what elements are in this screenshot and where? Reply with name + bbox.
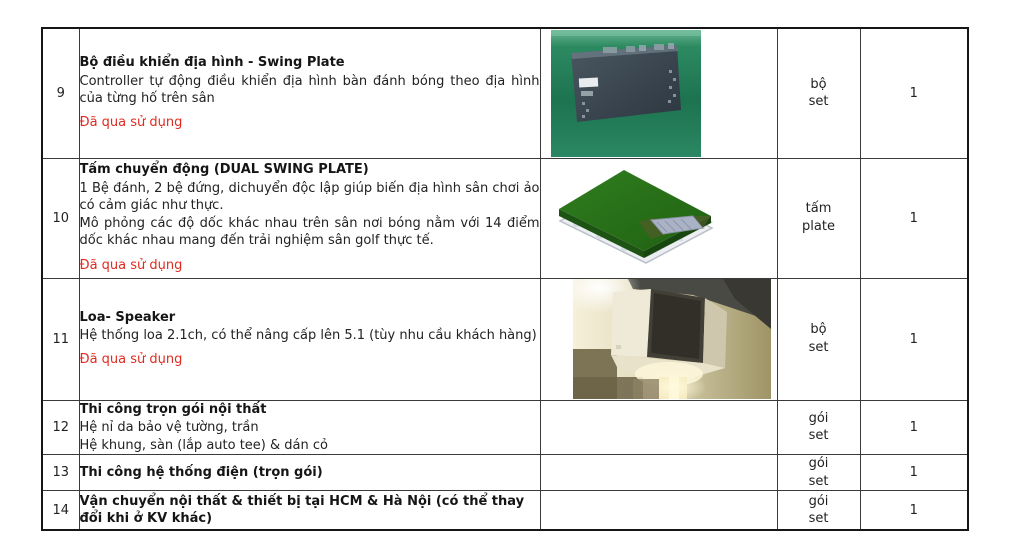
description-cell (79, 491, 540, 530)
item-description: Mô phỏng các độ dốc khác nhau trên sân nơi bóng nằm với 14 điểm dốc khác nhau mang đến trải nghiệm sân golf thực tế. (79, 216, 540, 249)
image-cell (540, 28, 777, 158)
unit-vi: gói (808, 410, 829, 426)
used-condition-note: Đã qua sử dụng (79, 352, 183, 368)
table-row (42, 278, 968, 400)
description-cell (79, 400, 540, 455)
item-description: 1 Bệ đánh, 2 bệ đứng, dichuyển độc lập giúp biến địa hình sân chơi ảo có cảm giác như thực. (79, 180, 540, 213)
description-cell (79, 158, 540, 278)
table-row (42, 28, 968, 158)
row-number: 10 (42, 158, 79, 278)
item-title: Tấm chuyển động (DUAL SWING PLATE) (79, 162, 369, 178)
image-cell (540, 278, 777, 400)
item-title: Thi công trọn gói nội thất (79, 401, 267, 417)
unit-cell (777, 455, 860, 491)
unit-en: set (808, 94, 829, 110)
item-description: Hệ thống loa 2.1ch, có thể nâng cấp lên 5.1 (tùy nhu cầu khách hàng) (79, 327, 537, 343)
unit-vi: gói (808, 493, 829, 509)
unit-cell (777, 28, 860, 158)
quantity-cell: 1 (860, 491, 968, 530)
unit-en: set (808, 340, 829, 355)
row-number: 13 (42, 455, 79, 491)
quantity-cell: 1 (860, 400, 968, 455)
item-title: Bộ điều khiển địa hình - Swing Plate (79, 55, 345, 71)
unit-vi: bộ (810, 322, 827, 338)
dual-swing-plate-render (551, 162, 716, 266)
quantity-cell: 1 (860, 278, 968, 400)
table-row (42, 491, 968, 530)
item-description: Hệ nỉ da bảo vệ tường, trần (79, 419, 259, 435)
row-number: 9 (42, 28, 79, 158)
description-cell (79, 28, 540, 158)
row-number: 11 (42, 278, 79, 400)
image-cell (540, 455, 777, 491)
speaker-photo (573, 279, 771, 399)
image-cell (540, 400, 777, 455)
used-condition-note: Đã qua sử dụng (79, 257, 183, 273)
unit-vi: gói (808, 456, 829, 472)
table-row (42, 455, 968, 491)
unit-en: set (808, 473, 829, 489)
item-title: Loa- Speaker (79, 309, 176, 325)
row-number: 12 (42, 400, 79, 455)
unit-en: plate (802, 219, 835, 234)
image-cell (540, 158, 777, 278)
description-cell (79, 455, 540, 491)
quantity-cell: 1 (860, 158, 968, 278)
unit-cell (777, 491, 860, 530)
unit-en: set (808, 511, 829, 527)
row-number: 14 (42, 491, 79, 530)
item-description: Controller tự động điều khiển địa hình bàn đánh bóng theo địa hình của từng hố trên sân (79, 73, 540, 106)
item-description: Hệ khung, sàn (lắp auto tee) & dán cỏ (79, 437, 328, 453)
equipment-quotation-table (41, 27, 969, 531)
table-row (42, 158, 968, 278)
terrain-controller-photo (551, 30, 701, 157)
quantity-cell: 1 (860, 28, 968, 158)
quantity-cell: 1 (860, 455, 968, 491)
unit-vi: bộ (810, 76, 827, 92)
unit-cell (777, 158, 860, 278)
image-cell (540, 491, 777, 530)
unit-cell (777, 278, 860, 400)
unit-en: set (808, 428, 829, 444)
table-row (42, 400, 968, 455)
unit-vi: tấm (805, 201, 832, 217)
description-cell (79, 278, 540, 400)
unit-cell (777, 400, 860, 455)
item-title: Thi công hệ thống điện (trọn gói) (79, 465, 323, 481)
used-condition-note: Đã qua sử dụng (79, 115, 183, 131)
item-title: Vận chuyển nội thất & thiết bị tại HCM & Hà Nội (có thể thay đổi khi ở KV khác) (79, 493, 525, 527)
